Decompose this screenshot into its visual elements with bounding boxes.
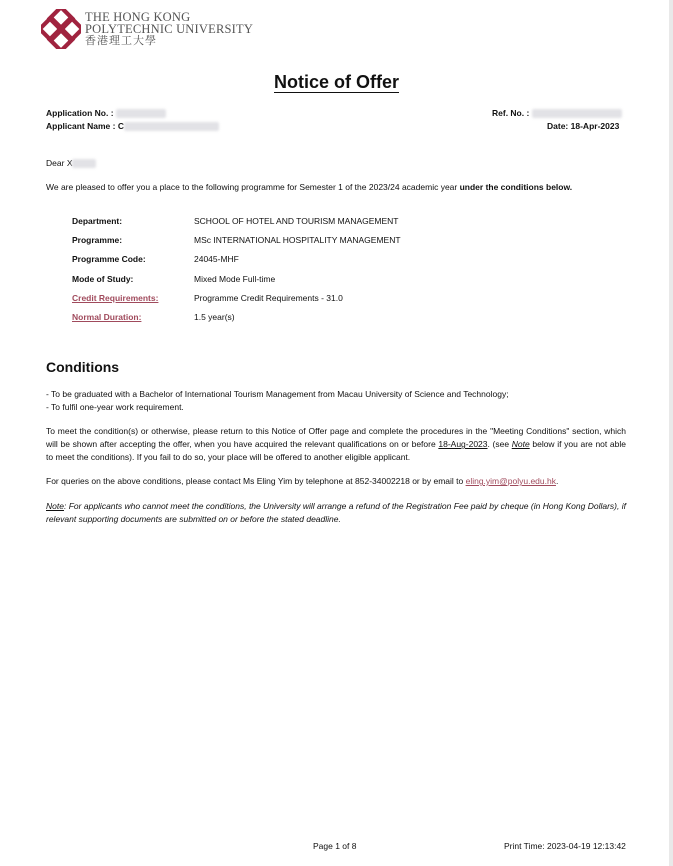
- page-number: Page 1 of 8: [313, 841, 357, 851]
- credit-requirements-link[interactable]: Credit Requirements:: [72, 293, 159, 303]
- application-no-label: Application No. :: [46, 108, 114, 118]
- note-reference: Note: [511, 439, 530, 450]
- university-name: [85, 11, 253, 47]
- ref-no: [492, 108, 622, 118]
- offer-page: THE HONG KONG POLYTECHNIC UNIVERSITY 香港理工大學 Notice of Offer Application No. : Applicant Name : C Ref. No. : Date: 18-Apr-2023 Dear X We are pleased to offer you a place to the following programme for Semester 1 of the 2023/24 academic year under the conditions below. Department: SCHOOL OF HOTEL AND TOURISM MANAGEMENT Programme: MSc INTERNATIONAL HOSPITALITY MANAGEMENT Programme Code: 24045-MHF Mode of Study: Mixed Mode Full-time Credit Requirements: Programme Credit Requirements - 31.0 Normal Duration: 1.5 year(s) Conditions - To be graduated with a Bachelor of International Tourism Management from Macau University of Science and Technology; - To fulfil one-year work requirement. To meet the condition(s) or otherwise, please return to this Notice of Offer page and complete the procedures in the "Meeting Conditions" section, which will be shown after accepting the offer, when you have acquired the relevant qualifications on or before 18-Aug-2023. (see Note below if you are not able to meet the conditions). If you fail to do so, your place will be offered to another eligible applicant. For queries on the above conditions, please contact Ms Eling Yim by telephone at 852-34002218 or by email to eling.yim@polyu.edu.hk. Note: For applicants who cannot meet the conditions, the University will arrange a refund of the Registration Fee paid by cheque (in Hong Kong Dollars), if relevant supporting documents are submitted on or before the stated deadline. Page 1 of 8 Print Time: 2023-04-19 12:13:42: [0, 0, 673, 866]
- print-time: Print Time: 2023-04-19 12:13:42: [504, 841, 626, 851]
- applicant-name-label: Applicant Name :: [46, 121, 116, 131]
- greeting-name-initial: X: [66, 158, 73, 168]
- condition-item: - To be graduated with a Bachelor of International Tourism Management from Macau University of Science and Technology;: [46, 389, 509, 399]
- note-paragraph: Note: For applicants who cannot meet the conditions, the University will arrange a refund of the Registration Fee paid by cheque (in Hong Kong Dollars), if relevant supporting documents are submitted on or before the stated deadline.: [46, 501, 626, 525]
- offer-date: [547, 121, 619, 131]
- page-title: Notice of Offer: [273, 72, 399, 92]
- university-logo: [41, 9, 253, 49]
- ref-no-label: Ref. No. :: [492, 108, 530, 118]
- university-name-chinese: 香港理工大學: [85, 35, 157, 47]
- deadline-date: 18-Aug-2023: [438, 439, 488, 450]
- date-label: Date:: [547, 121, 569, 131]
- application-no: [46, 108, 166, 118]
- condition-item: - To fulfil one-year work requirement.: [46, 402, 184, 412]
- note-label: Note: [46, 501, 64, 511]
- salutation: Dear: [46, 158, 65, 168]
- contact-email-link[interactable]: eling.yim@polyu.edu.hk: [465, 476, 556, 486]
- queries-paragraph: For queries on the above conditions, please contact Ms Eling Yim by telephone at 852-34002218 or by email to eling.yim@polyu.edu.hk.: [46, 476, 559, 486]
- page-edge: [669, 0, 673, 866]
- university-name-line1: THE HONG KONG: [85, 10, 191, 24]
- meeting-conditions-paragraph: To meet the condition(s) or otherwise, please return to this Notice of Offer page and complete the procedures in the "Meeting Conditions" section, which will be shown after accepting the offer, when you have acquired the relevant qualifications on or before 18-Aug-2023. (see Note below if you are not able to meet the conditions). If you fail to do so, your place will be offered to another eligible applicant.: [46, 426, 626, 463]
- redacted-application-no: [116, 109, 166, 118]
- intro-text: We are pleased to offer you a place to the following programme for Semester 1 of the 2023/24 academic year under the conditions below.: [46, 182, 573, 192]
- normal-duration-link[interactable]: Normal Duration:: [72, 312, 142, 322]
- date-value: 18-Apr-2023: [570, 121, 620, 131]
- greeting: [46, 158, 96, 168]
- redacted-applicant-name: [124, 122, 219, 131]
- applicant-name: [46, 121, 219, 131]
- redacted-ref-no: [532, 109, 622, 118]
- conditions-heading: Conditions: [46, 359, 120, 375]
- polyu-emblem-icon: [41, 9, 81, 49]
- university-name-line2: POLYTECHNIC UNIVERSITY: [85, 22, 254, 36]
- applicant-name-prefix: C: [117, 121, 124, 131]
- redacted-greeting-name: [72, 159, 96, 168]
